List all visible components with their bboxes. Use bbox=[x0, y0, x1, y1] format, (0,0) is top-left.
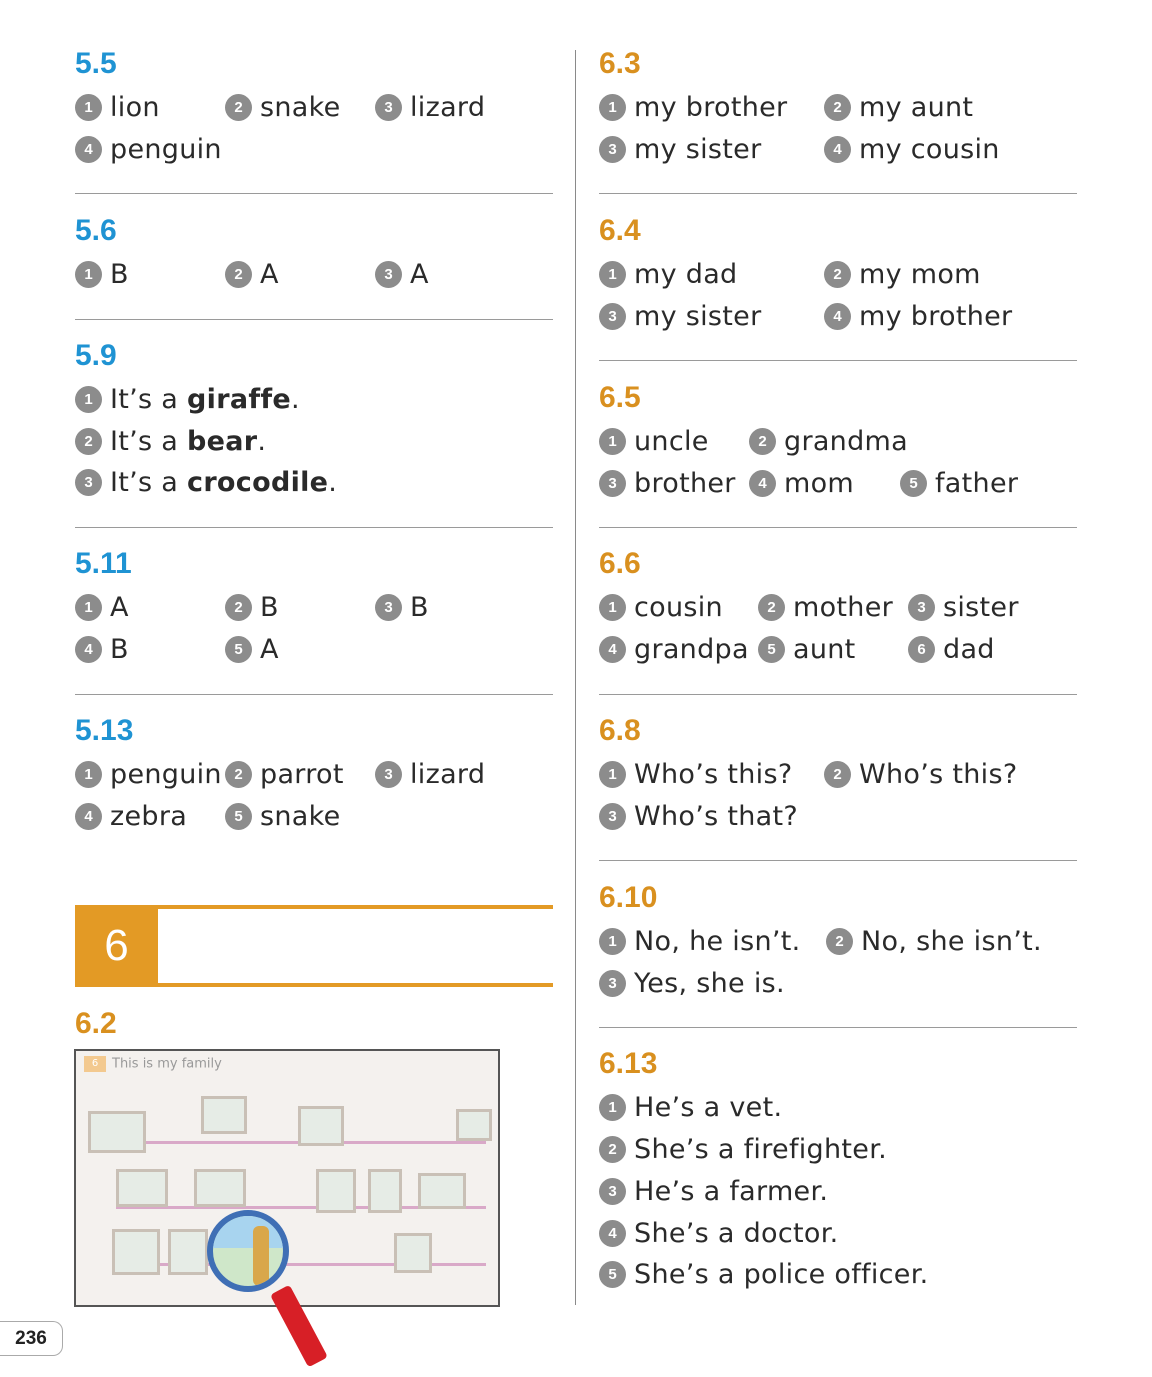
magnifying-glass-icon bbox=[207, 1210, 289, 1292]
answer-text: my brother bbox=[859, 300, 1013, 332]
number-badge: 3 bbox=[375, 761, 402, 788]
section-divider bbox=[599, 527, 1077, 528]
answer-item bbox=[824, 299, 1012, 333]
number-badge: 1 bbox=[599, 594, 626, 621]
answer-text: lizard bbox=[410, 91, 486, 123]
answer-item bbox=[599, 1090, 782, 1124]
number-badge: 1 bbox=[75, 94, 102, 121]
answer-text: Who’s this? bbox=[859, 758, 1018, 790]
number-badge: 3 bbox=[599, 970, 626, 997]
number-badge: 1 bbox=[599, 1094, 626, 1121]
answer-text: A bbox=[110, 591, 129, 623]
answer-item bbox=[749, 466, 854, 500]
section-divider bbox=[599, 694, 1077, 695]
answer-text: parrot bbox=[260, 758, 344, 790]
answer-text: No, he isn’t. bbox=[634, 925, 801, 957]
answer-text: brother bbox=[634, 467, 736, 499]
number-badge: 2 bbox=[225, 261, 252, 288]
section-divider bbox=[599, 1027, 1077, 1028]
answer-item bbox=[599, 1257, 929, 1291]
answer-text: sister bbox=[943, 591, 1019, 623]
answer-text: mom bbox=[784, 467, 855, 499]
number-badge: 1 bbox=[599, 261, 626, 288]
answer-item bbox=[225, 757, 344, 791]
answer-text: snake bbox=[260, 91, 341, 123]
answer-text: my sister bbox=[634, 133, 762, 165]
answer-item bbox=[826, 924, 1042, 958]
answer-item bbox=[824, 757, 1017, 791]
section-divider bbox=[599, 360, 1077, 361]
section-title: 5.5 bbox=[75, 47, 117, 80]
answer-text: She’s a doctor. bbox=[634, 1217, 839, 1249]
number-badge: 1 bbox=[75, 761, 102, 788]
section-title: 6.13 bbox=[599, 1047, 658, 1080]
answer-item bbox=[599, 590, 723, 624]
section-divider bbox=[75, 193, 553, 194]
number-badge: 3 bbox=[599, 803, 626, 830]
answer-item bbox=[599, 90, 787, 124]
answer-item bbox=[75, 799, 187, 833]
answer-item bbox=[225, 257, 279, 291]
answer-text: mother bbox=[793, 591, 894, 623]
answer-item bbox=[75, 382, 300, 416]
number-badge: 3 bbox=[599, 136, 626, 163]
answer-item bbox=[758, 632, 856, 666]
answer-text: He’s a vet. bbox=[634, 1091, 783, 1123]
answer-text: penguin bbox=[110, 133, 222, 165]
number-badge: 1 bbox=[599, 928, 626, 955]
answer-text: grandpa bbox=[634, 633, 749, 665]
answer-item bbox=[75, 590, 129, 624]
answer-item bbox=[599, 466, 736, 500]
answer-text: uncle bbox=[634, 425, 709, 457]
answer-text: Who’s this? bbox=[634, 758, 793, 790]
answer-item bbox=[599, 966, 785, 1000]
number-badge: 4 bbox=[749, 470, 776, 497]
answer-item bbox=[375, 90, 485, 124]
number-badge: 2 bbox=[225, 94, 252, 121]
number-badge: 1 bbox=[599, 94, 626, 121]
answer-item bbox=[225, 590, 279, 624]
family-photo-frame bbox=[88, 1111, 146, 1153]
number-badge: 2 bbox=[75, 428, 102, 455]
number-badge: 1 bbox=[599, 428, 626, 455]
family-photo-frame bbox=[456, 1109, 492, 1141]
number-badge: 4 bbox=[599, 636, 626, 663]
answer-item bbox=[599, 632, 749, 666]
answer-text: penguin bbox=[110, 758, 222, 790]
answer-item bbox=[599, 1132, 887, 1166]
answer-text: my dad bbox=[634, 258, 738, 290]
answer-item bbox=[75, 757, 222, 791]
answer-text: He’s a farmer. bbox=[634, 1175, 829, 1207]
section-divider bbox=[599, 193, 1077, 194]
answer-text: my sister bbox=[634, 300, 762, 332]
answer-item bbox=[599, 924, 801, 958]
number-badge: 5 bbox=[599, 1261, 626, 1288]
number-badge: 6 bbox=[908, 636, 935, 663]
answer-text: father bbox=[935, 467, 1019, 499]
answer-text: zebra bbox=[110, 800, 188, 832]
answer-text: my aunt bbox=[859, 91, 974, 123]
family-photo-frame bbox=[368, 1169, 402, 1213]
answer-item bbox=[758, 590, 893, 624]
answer-item bbox=[599, 1174, 828, 1208]
answer-item bbox=[225, 90, 341, 124]
number-badge: 4 bbox=[75, 803, 102, 830]
answer-text: lion bbox=[110, 91, 160, 123]
answer-item bbox=[375, 757, 485, 791]
answer-text: It’s a crocodile. bbox=[110, 466, 338, 498]
number-badge: 1 bbox=[75, 594, 102, 621]
family-photo-frame bbox=[298, 1106, 344, 1146]
section-title-6-2: 6.2 bbox=[75, 1007, 117, 1040]
number-badge: 2 bbox=[758, 594, 785, 621]
family-photo-frame bbox=[168, 1229, 208, 1275]
section-divider bbox=[75, 694, 553, 695]
answer-item bbox=[599, 132, 762, 166]
answer-item bbox=[824, 132, 1000, 166]
answer-text: She’s a firefighter. bbox=[634, 1133, 888, 1165]
answer-item bbox=[75, 465, 337, 499]
answer-item bbox=[908, 632, 995, 666]
family-photo-frame bbox=[116, 1169, 168, 1207]
number-badge: 3 bbox=[599, 470, 626, 497]
number-badge: 4 bbox=[599, 1220, 626, 1247]
page-number: 236 bbox=[0, 1321, 63, 1356]
family-photo-frame bbox=[112, 1229, 160, 1275]
answer-item bbox=[599, 799, 798, 833]
answer-item bbox=[599, 299, 762, 333]
answer-item bbox=[824, 257, 981, 291]
number-badge: 1 bbox=[75, 261, 102, 288]
unit-number-box: 6 bbox=[75, 905, 158, 987]
answer-item bbox=[75, 90, 160, 124]
answer-item bbox=[375, 590, 429, 624]
thumbnail-title: 6 This is my family bbox=[84, 1056, 222, 1072]
section-title: 5.11 bbox=[75, 547, 132, 580]
answer-item bbox=[75, 424, 266, 458]
answer-text: A bbox=[260, 258, 279, 290]
answer-text: snake bbox=[260, 800, 341, 832]
number-badge: 3 bbox=[375, 94, 402, 121]
answer-text: B bbox=[110, 633, 129, 665]
answer-item bbox=[599, 257, 738, 291]
section-divider bbox=[75, 319, 553, 320]
section-title: 6.6 bbox=[599, 547, 641, 580]
answer-text: cousin bbox=[634, 591, 723, 623]
answer-item bbox=[908, 590, 1019, 624]
answer-text: No, she isn’t. bbox=[861, 925, 1042, 957]
number-badge: 5 bbox=[225, 803, 252, 830]
section-divider bbox=[599, 860, 1077, 861]
number-badge: 2 bbox=[599, 1136, 626, 1163]
workbook-page-thumbnail bbox=[74, 1049, 500, 1307]
answer-text: B bbox=[110, 258, 129, 290]
answer-text: my brother bbox=[634, 91, 788, 123]
answer-text: my mom bbox=[859, 258, 981, 290]
answer-item bbox=[225, 799, 341, 833]
answer-item bbox=[749, 424, 908, 458]
answer-text: It’s a giraffe. bbox=[110, 383, 300, 415]
answer-text: A bbox=[260, 633, 279, 665]
answer-item bbox=[225, 632, 279, 666]
answer-text: my cousin bbox=[859, 133, 1000, 165]
answer-text: dad bbox=[943, 633, 995, 665]
section-title: 5.9 bbox=[75, 339, 117, 372]
family-photo-frame bbox=[394, 1233, 432, 1273]
number-badge: 2 bbox=[824, 94, 851, 121]
section-title: 5.13 bbox=[75, 714, 134, 747]
family-photo-frame bbox=[194, 1169, 246, 1207]
answer-text: B bbox=[260, 591, 279, 623]
answer-item bbox=[599, 1216, 839, 1250]
section-title: 6.8 bbox=[599, 714, 641, 747]
number-badge: 2 bbox=[749, 428, 776, 455]
number-badge: 5 bbox=[225, 636, 252, 663]
number-badge: 3 bbox=[908, 594, 935, 621]
number-badge: 3 bbox=[375, 594, 402, 621]
answer-text: Who’s that? bbox=[634, 800, 799, 832]
answer-text: It’s a bear. bbox=[110, 425, 267, 457]
number-badge: 4 bbox=[75, 136, 102, 163]
number-badge: 4 bbox=[824, 303, 851, 330]
number-badge: 3 bbox=[599, 303, 626, 330]
answer-text: A bbox=[410, 258, 429, 290]
answer-item bbox=[75, 257, 129, 291]
answer-text: Yes, she is. bbox=[634, 967, 785, 999]
section-title: 6.10 bbox=[599, 881, 658, 914]
answer-text: She’s a police officer. bbox=[634, 1258, 929, 1290]
family-photo-frame bbox=[201, 1096, 247, 1134]
number-badge: 1 bbox=[75, 386, 102, 413]
number-badge: 4 bbox=[75, 636, 102, 663]
section-title: 6.4 bbox=[599, 214, 641, 247]
answer-item bbox=[599, 757, 792, 791]
answer-item bbox=[900, 466, 1018, 500]
section-title: 6.5 bbox=[599, 381, 641, 414]
answer-item bbox=[824, 90, 973, 124]
section-divider bbox=[75, 527, 553, 528]
column-divider bbox=[575, 50, 576, 1305]
number-badge: 3 bbox=[375, 261, 402, 288]
section-title: 6.3 bbox=[599, 47, 641, 80]
number-badge: 3 bbox=[599, 1178, 626, 1205]
number-badge: 2 bbox=[826, 928, 853, 955]
number-badge: 3 bbox=[75, 469, 102, 496]
answer-text: grandma bbox=[784, 425, 908, 457]
number-badge: 2 bbox=[824, 761, 851, 788]
answer-text: B bbox=[410, 591, 429, 623]
number-badge: 1 bbox=[599, 761, 626, 788]
family-photo-frame bbox=[418, 1173, 466, 1209]
answer-item bbox=[375, 257, 429, 291]
number-badge: 2 bbox=[225, 594, 252, 621]
section-title: 5.6 bbox=[75, 214, 117, 247]
answer-item bbox=[599, 424, 709, 458]
answer-item bbox=[75, 632, 129, 666]
answer-text: lizard bbox=[410, 758, 486, 790]
answer-item bbox=[75, 132, 222, 166]
number-badge: 2 bbox=[824, 261, 851, 288]
family-photo-frame bbox=[316, 1169, 356, 1213]
number-badge: 5 bbox=[758, 636, 785, 663]
answer-text: aunt bbox=[793, 633, 856, 665]
number-badge: 5 bbox=[900, 470, 927, 497]
number-badge: 4 bbox=[824, 136, 851, 163]
number-badge: 2 bbox=[225, 761, 252, 788]
